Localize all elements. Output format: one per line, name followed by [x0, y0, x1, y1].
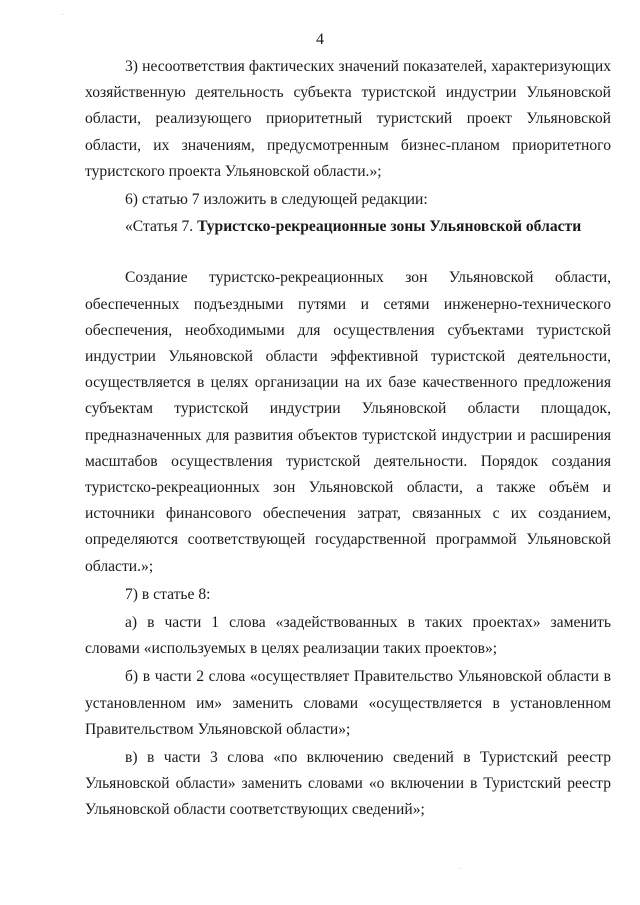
article-heading-title: Туристско-рекреационные зоны Ульяновской области	[197, 218, 582, 236]
scan-speck	[460, 868, 461, 869]
subitem-b: б) в части 2 слова «осуществляет Правительство Ульяновской области в установленном им» заменить словами «осуществляется в установленном Правительством Ульяновской области»;	[85, 668, 611, 738]
paragraph-item-7: 7) в статье 8:	[125, 585, 211, 603]
article-heading-prefix: «Статья 7.	[125, 218, 198, 236]
document-body	[85, 54, 611, 824]
scan-speck	[62, 14, 63, 15]
subitem-v: в) в части 3 слова «по включению сведений в Туристский реестр Ульяновской области» заменить словами «о включении в Туристский реестр Ульяновской области соответствующих сведений»;	[85, 749, 611, 819]
page-number: 4	[316, 31, 324, 48]
paragraph-item-6: 6) статью 7 изложить в следующей редакции:	[125, 191, 428, 209]
article-7-text: Создание туристско-рекреационных зон Ульяновской области, обеспеченных подъездными путями и сетями инженерно-технического обеспечения, необходимыми для осуществления субъектами туристской индустрии Ульяновской области эффективной туристской деятельности, осуществляется в целях организации на их базе качественного предложения субъектам туристской индустрии Ульяновской области площадок, предназначенных для развития объектов туристской индустрии и расширения масштабов осуществления туристской деятельности. Порядок создания туристско-рекреационных зон Ульяновской области, а также объём и источники финансового обеспечения затрат, связанных с их созданием, определяются соответствующей государственной программой Ульяновской области.»;	[85, 269, 611, 575]
paragraph-item-3: 3) несоответствия фактических значений показателей, характеризующих хозяйственную деятельность субъекта туристской индустрии Ульяновской области, реализующего приоритетный туристский проект Ульяновской области, их значениям, предусмотренным бизнес-планом приоритетного туристского проекта Ульяновской области.»;	[85, 58, 611, 180]
subitem-a: а) в части 1 слова «задействованных в таких проектах» заменить словами «используемых в целях реализации таких проектов»;	[85, 614, 611, 658]
article-heading	[85, 214, 611, 240]
